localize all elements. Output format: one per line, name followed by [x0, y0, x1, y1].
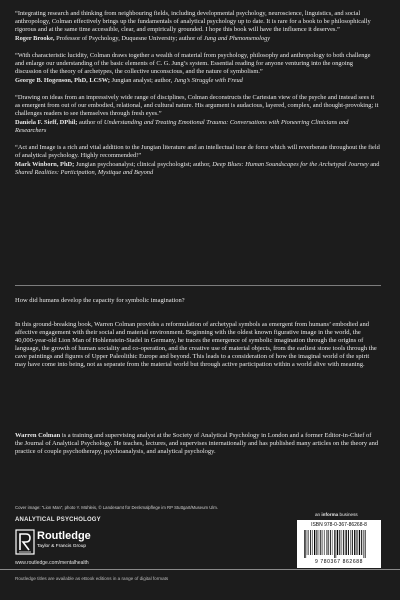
endorsement: [15, 10, 381, 43]
endorsement-quote: “Act and Image is a rich and vital addition to the Jungian literature and an intellectual tour de force which will reverberate throughout the field of analytical psychology. Highly recommended!”: [15, 144, 380, 159]
author-bio: Warren Colman is a training and supervising analyst at the Society of Analytical Psychology in London and a former Editor-in-Chief of the Journal of Analytical Psychology. He teaches, lectures, and supervises internationally and has published many articles on the theory and practice of couple psychotherapy, psychoanalysis, and analytical psychology.: [15, 432, 379, 455]
section-divider: [15, 285, 381, 286]
cover-image-credit: Cover image: “Lion Man”, photo Y. Mühleis, © Landesamt für Denkmalpflege im RP Stuttgart/Museum Ulm.: [15, 505, 219, 510]
publisher-name: Routledge: [37, 530, 91, 542]
publisher-website[interactable]: www.routledge.com/mentalhealth: [15, 560, 89, 566]
publisher-tagline: Taylor & Francis Group: [37, 544, 87, 549]
endorsements: [15, 10, 381, 186]
ebook-note: Routledge titles are available as eBook editions in a range of digital formats: [15, 576, 169, 581]
informa-business-label: an informa business: [315, 512, 358, 517]
endorser-book-title: Shared Realities: Participation, Mystique and Beyond: [15, 169, 154, 176]
isbn-label: ISBN 978-0-367-86268-8: [311, 522, 367, 528]
book-description: In this ground-breaking book, Warren Colman provides a reformulation of archetypal symbols as emergent from humans’ embodied and affective engagement with their social and material environment. Beginning with the oldest known figurative image in the world, the 40,000-year-old Lion Man of Hohlenstein-Stadel in Germany, he traces the emergence of symbolic imagination through the origins of language, the growth of human sociality and co-operation, and the creative use of material objects, from the earliest stone tools through the cave paintings and figures of Upper Paleolithic Europe and beyond. This leads to a consideration of how the imaginal world of the spirit may have come into being, not as separate from the material world but through active participation within a world alive with meaning.: [15, 321, 377, 368]
barcode-bars: [303, 530, 375, 558]
endorsement-attribution: Mark Winborn, PhD; Jungian psychoanalyst; clinical psychologist; author, Deep Blues: Human Soundscapes for the Archetypal Journey and Shared Realities: Participation, Mystique and Beyond: [15, 161, 380, 176]
barcode: [297, 520, 381, 568]
endorser-name: George B. Hogenson, PhD, LCSW;: [15, 77, 110, 84]
footer-divider: [0, 569, 400, 570]
author-name: Warren Colman: [15, 432, 61, 439]
endorser-book-title: Jung’s Struggle with Freud: [173, 77, 243, 84]
endorsement-attribution: Roger Brooke, Professor of Psychology, Duquesne University; author of Jung and Phenomenology: [15, 35, 271, 42]
subject-category: ANALYTICAL PSYCHOLOGY: [15, 517, 101, 523]
endorser-book-title: Jung and Phenomenology: [203, 35, 271, 42]
barcode-number: 9 780367 862688: [315, 559, 363, 565]
endorser-name: Mark Winborn, PhD;: [15, 161, 75, 168]
endorser-name: Daniela F. Sieff, DPhil;: [15, 119, 78, 126]
endorsement: [15, 94, 381, 135]
endorsement-quote: “With characteristic lucidity, Colman draws together a wealth of material from psychology, philosophy and anthropology to both challenge and enlarge our understanding of the basic elements of C. G. Jung’s system. Essential reading for anyone venturing into the ongoing discussion of the theory of archetypes, the collective unconscious, and the nature of symbolism.”: [15, 52, 371, 75]
routledge-logo-icon: [15, 529, 35, 555]
publisher-logo: [15, 529, 165, 559]
endorsement-quote: “Integrating research and thinking from neighbouring fields, including developmental psychology, neuroscience, linguistics, and social anthropology, Colman effectively brings up the fundamentals of analytical psychology up to date. It is rare for a book to be philosophically rigorous and at the same time accessible, clear, and empirically grounded. I hope this book will have the influence it deserves.”: [15, 10, 371, 33]
endorser-book-title: Understanding and Treating Emotional Trauma: Conversations with Pioneering Clinicians and Researchers: [15, 119, 349, 134]
endorser-book-title: Deep Blues: Human Soundscapes for the Archetypal Journey: [212, 161, 369, 168]
endorsement-quote: “Drawing on ideas from an impressively wide range of disciplines, Colman deconstructs the Cartesian view of the psyche and instead sees it as emergent from out of our embodied, relational, and cultural nature. His argument is audacious, layered, complex, and thought-provoking; it challenges readers to see themselves through fresh eyes.”: [15, 94, 379, 117]
endorser-name: Roger Brooke,: [15, 35, 55, 42]
endorsement: [15, 52, 381, 85]
endorsement: [15, 144, 381, 177]
lead-question: How did humans develop the capacity for symbolic imagination?: [15, 297, 185, 304]
endorsement-attribution: Daniela F. Sieff, DPhil; author of Understanding and Treating Emotional Trauma: Conversations with Pioneering Clinicians and Researchers: [15, 119, 349, 134]
endorsement-attribution: George B. Hogenson, PhD, LCSW; Jungian analyst; author, Jung’s Struggle with Freud: [15, 77, 243, 84]
